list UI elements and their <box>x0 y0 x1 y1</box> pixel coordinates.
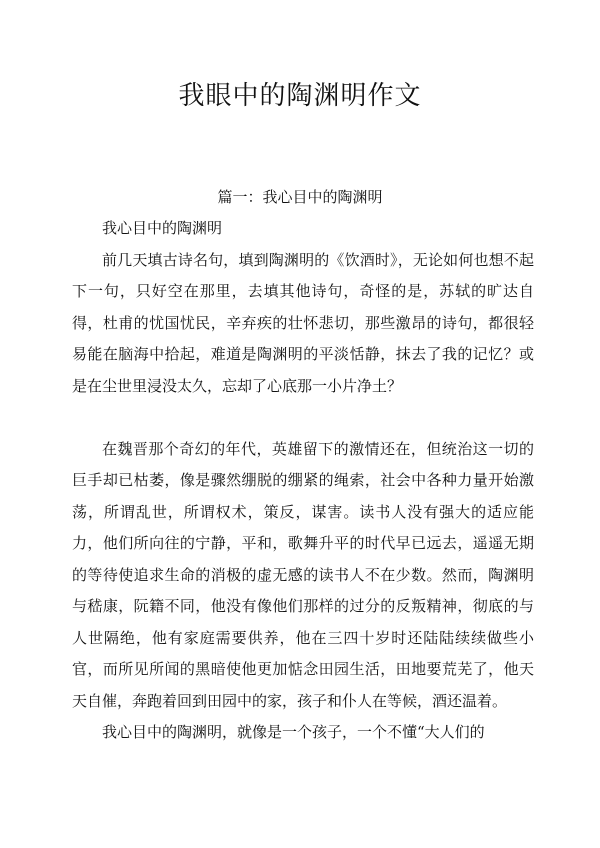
document-title: 我眼中的陶渊明作文 <box>178 81 422 111</box>
body-text <box>72 213 534 749</box>
paragraph-gap <box>72 402 534 434</box>
paragraph-subtitle: 我心目中的陶渊明 <box>102 219 223 237</box>
section-heading: 篇一：我心目中的陶渊明 <box>217 188 383 206</box>
paragraph: 前几天填古诗名句，填到陶渊明的《饮酒时》，无论如何也想不起下一句，只好空在那里，去填其他诗句，奇怪的是，苏轼的旷达自得，杜甫的忧国忧民，辛弃疾的壮怀悲切，那些激昂的诗句，都很轻易能在脑海中拾起，难道是陶渊明的平淡恬静，抹去了我的记忆？或是在尘世里浸没太久，忘却了心底那一小片净土？ <box>72 250 534 395</box>
paragraph: 我心目中的陶渊明，就像是一个孩子，一个不懂“大人们的 <box>102 723 485 741</box>
paragraph: 在魏晋那个奇幻的年代，英雄留下的激情还在，但统治这一切的巨手却已枯萎，像是骤然绷脱的绷紧的绳索，社会中各种力量开始激荡，所谓乱世，所谓权术，策反，谋害。读书人没有强大的适应能力，他们所向往的宁静，平和，歌舞升平的时代早已远去，遥遥无期的等待使追求生命的消极的虚无感的读书人不在少数。然而，陶渊明与嵇康，阮籍不同，他没有像他们那样的过分的反叛精神，彻底的与人世隔绝，他有家庭需要供养，他在三四十岁时还陆陆续续做些小官，而所见所闻的黑暗使他更加惦念田园生活，田地要荒芜了，他天天自催，奔跑着回到田园中的家，孩子和仆人在等候，酒还温着。 <box>72 439 534 710</box>
